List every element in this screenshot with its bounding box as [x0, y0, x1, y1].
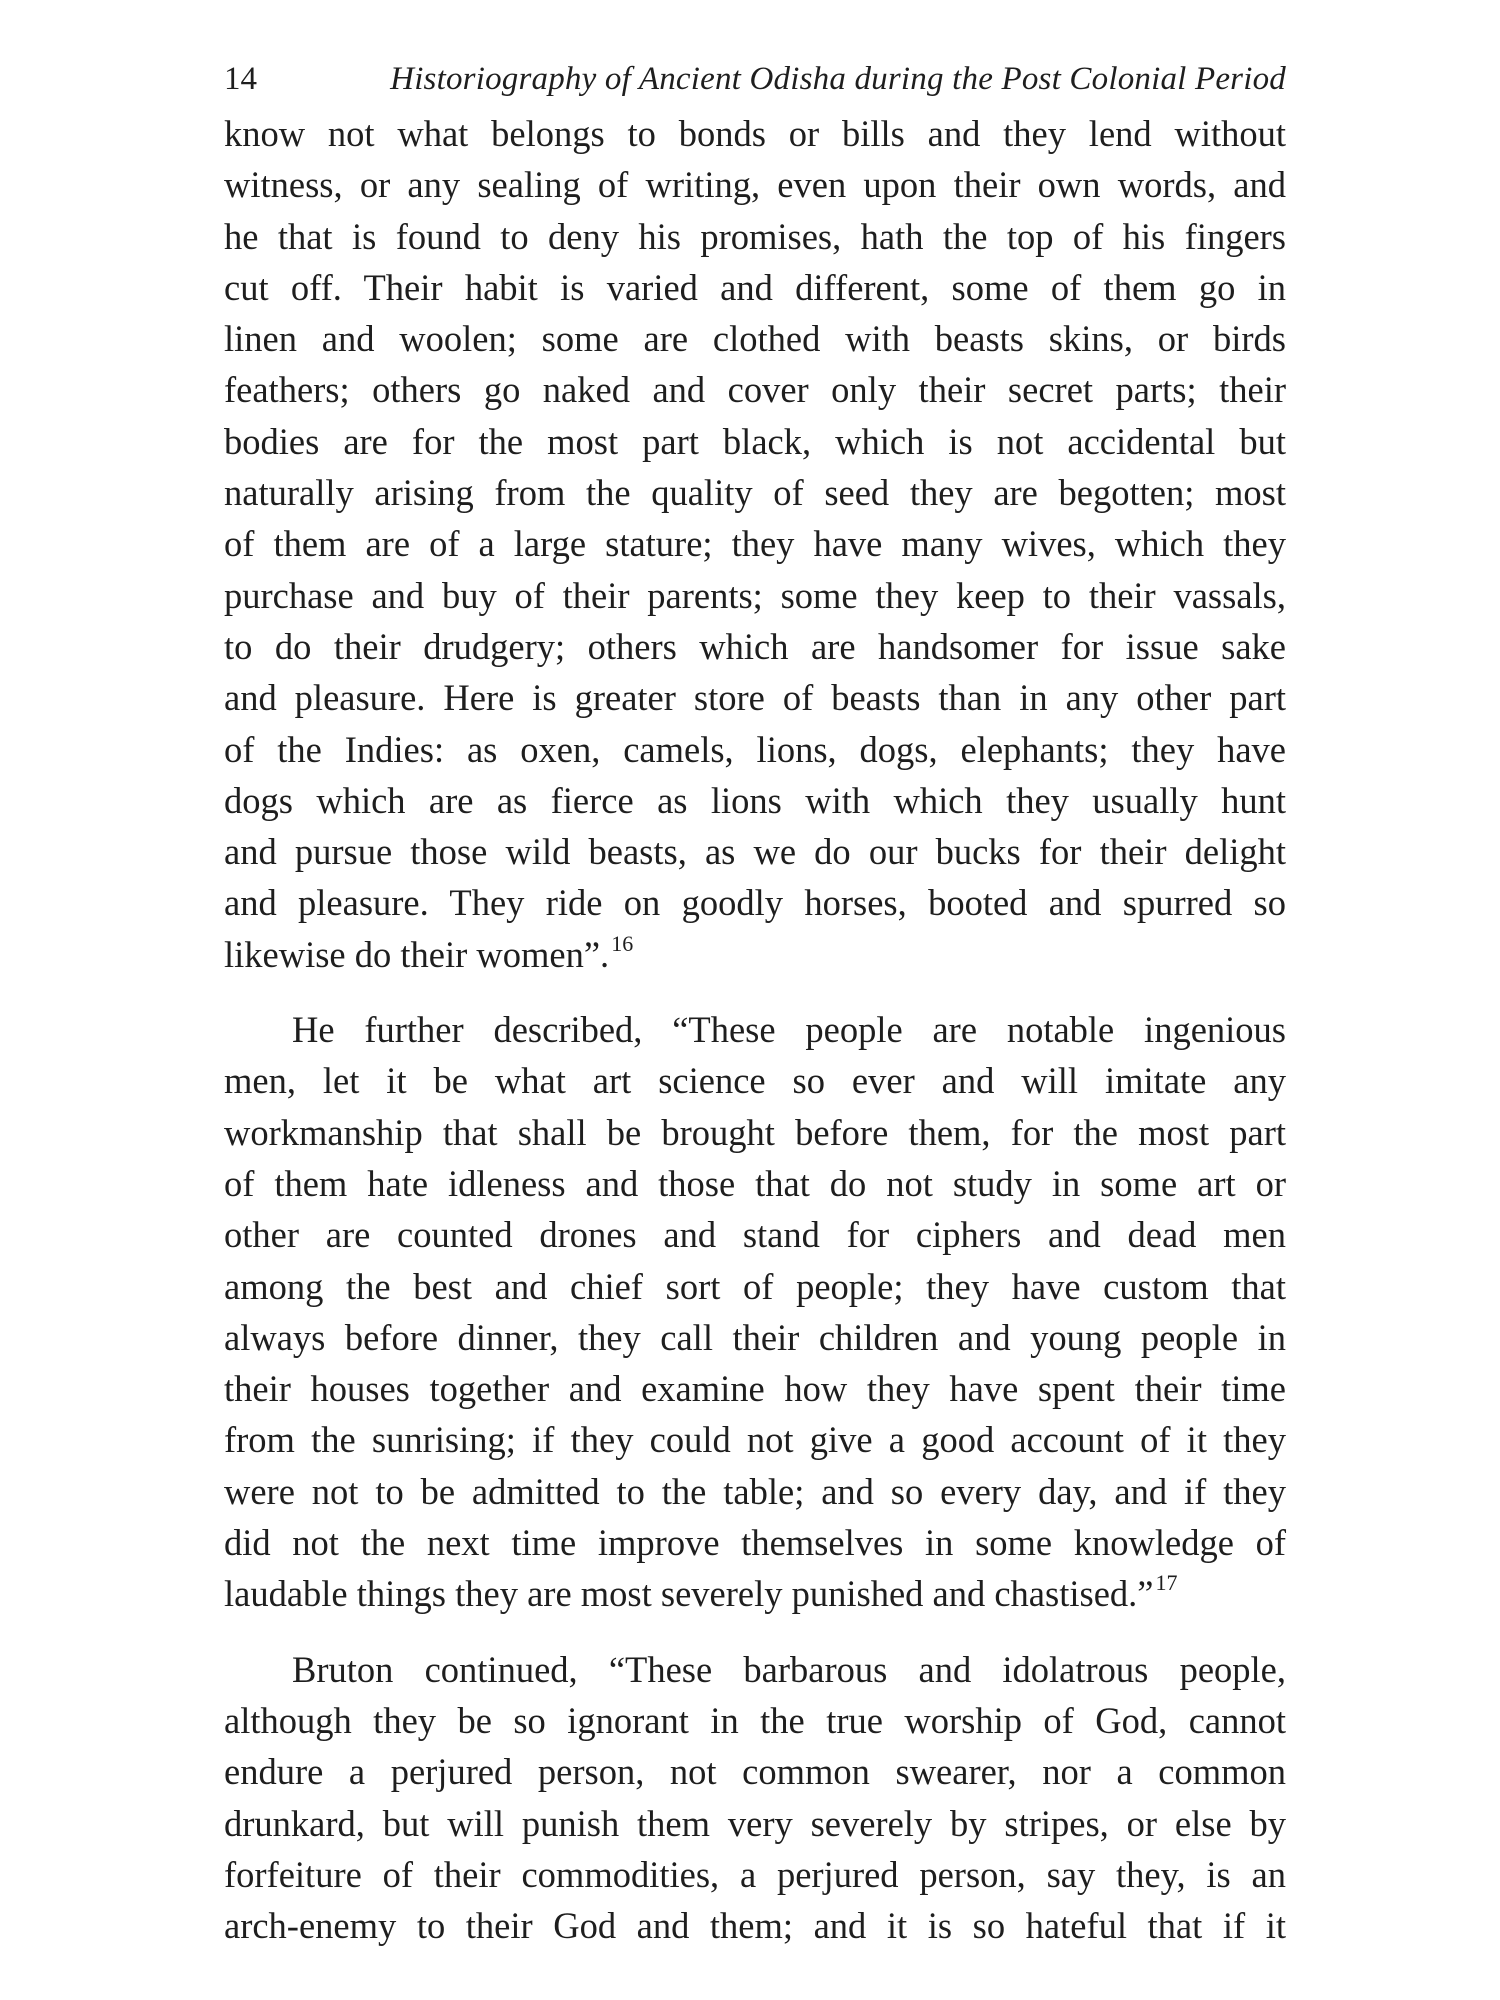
text-line — [224, 1798, 1286, 1849]
text-line — [224, 1363, 1286, 1414]
running-head — [224, 50, 1286, 108]
line-text: Bruton continued, “These barbarous and idolatrous people, — [292, 1648, 1286, 1690]
paragraph — [224, 1644, 1286, 1952]
line-text: purchase and buy of their parents; some they keep to their vassals, — [224, 574, 1286, 616]
line-text: feathers; others go naked and cover only their secret parts; their — [224, 369, 1286, 411]
line-text: know not what belongs to bonds or bills and they lend without — [224, 113, 1286, 154]
book-page — [224, 50, 1286, 1970]
text-line — [224, 826, 1286, 877]
line-text: of the Indies: as oxen, camels, lions, dogs, elephants; they have — [224, 728, 1286, 770]
line-text: linen and woolen; some are clothed with beasts skins, or birds — [224, 318, 1286, 360]
text-line — [224, 313, 1286, 364]
text-line — [224, 775, 1286, 826]
line-text: among the best and chief sort of people; they have custom that — [224, 1265, 1286, 1307]
text-line — [224, 621, 1286, 672]
text-line — [224, 1261, 1286, 1312]
line-text: of them are of a large stature; they have many wives, which they — [224, 523, 1286, 565]
text-line — [224, 518, 1286, 569]
text-line — [224, 1312, 1286, 1363]
running-head-title: Historiography of Ancient Odisha during the Post Colonial Period — [390, 61, 1286, 97]
paragraph — [224, 108, 1286, 980]
text-line — [224, 159, 1286, 210]
line-text: men, let it be what art science so ever and will imitate any — [224, 1060, 1286, 1102]
body-text — [224, 108, 1286, 1951]
line-text: He further described, “These people are notable ingenious — [292, 1009, 1286, 1051]
line-text: always before dinner, they call their children and young people in — [224, 1316, 1286, 1358]
paragraph-gap — [224, 980, 1286, 1004]
page-number: 14 — [224, 61, 257, 97]
line-text: workmanship that shall be brought before them, for the most part — [224, 1111, 1286, 1153]
text-line — [224, 1107, 1286, 1158]
text-line — [224, 1644, 1286, 1695]
text-line — [224, 570, 1286, 621]
line-text: did not the next time improve themselves in some knowledge of — [224, 1522, 1286, 1564]
line-text: dogs which are as fierce as lions with which they usually hunt — [224, 779, 1286, 821]
text-line — [224, 1414, 1286, 1465]
line-text: and pleasure. Here is greater store of beasts than in any other part — [224, 677, 1286, 719]
line-text: of them hate idleness and those that do not study in some art or — [224, 1162, 1286, 1204]
text-line — [224, 108, 1286, 159]
line-text: their houses together and examine how they have spent their time — [224, 1368, 1286, 1410]
paragraph-gap — [224, 1620, 1286, 1644]
line-text: laudable things they are most severely punished and chastised.” — [224, 1573, 1154, 1615]
text-line — [224, 1849, 1286, 1900]
line-text: he that is found to deny his promises, hath the top of his fingers — [224, 215, 1286, 257]
line-text: bodies are for the most part black, which is not accidental but — [224, 420, 1286, 462]
text-line — [224, 467, 1286, 518]
line-text: likewise do their women”. — [224, 933, 610, 975]
text-line — [224, 929, 1286, 980]
text-line — [224, 1158, 1286, 1209]
text-line — [224, 416, 1286, 467]
text-line — [224, 1900, 1286, 1951]
text-line — [224, 1055, 1286, 1106]
line-text: naturally arising from the quality of seed they are begotten; most — [224, 472, 1286, 514]
text-line — [224, 364, 1286, 415]
line-text: arch-enemy to their God and them; and it is so hateful that if it — [224, 1905, 1286, 1947]
text-line — [224, 211, 1286, 262]
text-line — [224, 1568, 1286, 1619]
line-text: cut off. Their habit is varied and different, some of them go in — [224, 266, 1286, 308]
line-text: other are counted drones and stand for ciphers and dead men — [224, 1214, 1286, 1256]
line-text: from the sunrising; if they could not give a good account of it they — [224, 1419, 1286, 1461]
text-line — [224, 1517, 1286, 1568]
text-line — [224, 1466, 1286, 1517]
text-line — [224, 1746, 1286, 1797]
line-text: and pleasure. They ride on goodly horses, booted and spurred so — [224, 882, 1286, 924]
line-text: and pursue those wild beasts, as we do our bucks for their delight — [224, 831, 1286, 873]
text-line — [224, 672, 1286, 723]
line-text: forfeiture of their commodities, a perjured person, say they, is an — [224, 1853, 1286, 1895]
text-line — [224, 877, 1286, 928]
footnote-ref[interactable]: 16 — [611, 930, 634, 956]
text-line — [224, 1004, 1286, 1055]
line-text: drunkard, but will punish them very severely by stripes, or else by — [224, 1802, 1286, 1844]
paragraph — [224, 1004, 1286, 1620]
line-text: although they be so ignorant in the true worship of God, cannot — [224, 1699, 1286, 1741]
text-line — [224, 262, 1286, 313]
line-text: were not to be admitted to the table; and so every day, and if they — [224, 1470, 1286, 1512]
text-line — [224, 1695, 1286, 1746]
text-line — [224, 724, 1286, 775]
line-text: witness, or any sealing of writing, even upon their own words, and — [224, 164, 1286, 206]
line-text: endure a perjured person, not common swearer, nor a common — [224, 1751, 1286, 1793]
text-line — [224, 1209, 1286, 1260]
line-text: to do their drudgery; others which are handsomer for issue sake — [224, 625, 1286, 667]
footnote-ref[interactable]: 17 — [1155, 1570, 1178, 1596]
